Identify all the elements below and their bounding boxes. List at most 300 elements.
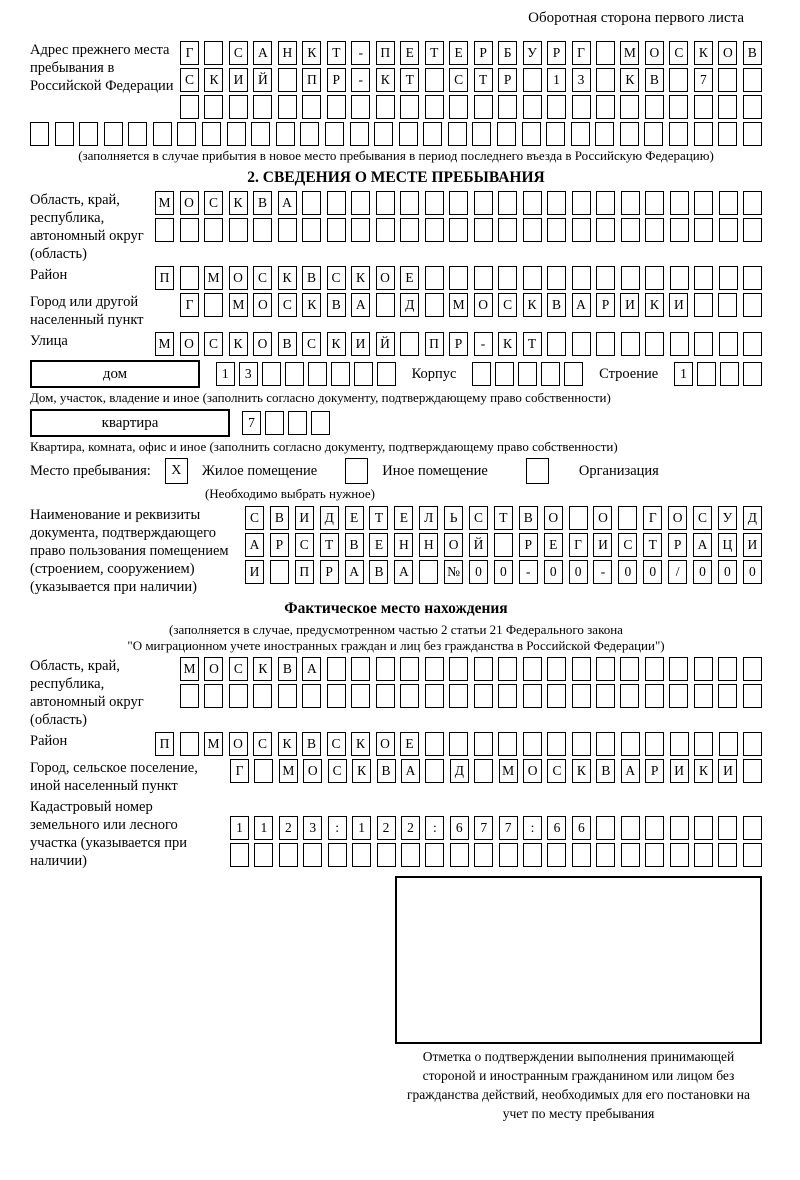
char-box[interactable]: Й [376,332,395,356]
char-box[interactable]: Б [498,41,517,65]
char-box[interactable] [474,218,493,242]
char-box[interactable]: И [295,506,314,530]
char-box[interactable]: А [345,560,364,584]
char-box[interactable]: О [593,506,612,530]
char-box[interactable]: Р [668,533,687,557]
char-box[interactable] [547,657,566,681]
char-box[interactable]: С [469,506,488,530]
char-box[interactable] [743,191,762,215]
char-box[interactable] [449,191,468,215]
char-box[interactable] [743,843,762,867]
char-box[interactable] [694,843,713,867]
char-box[interactable] [278,68,297,92]
char-box[interactable] [276,122,295,146]
char-box[interactable]: С [229,41,248,65]
char-box[interactable]: С [693,506,712,530]
char-box[interactable] [279,843,298,867]
char-box[interactable] [645,657,664,681]
char-box[interactable] [620,95,639,119]
char-box[interactable] [523,218,542,242]
char-box[interactable] [253,684,272,708]
char-box[interactable]: Р [327,68,346,92]
char-box[interactable] [351,657,370,681]
char-box[interactable]: М [499,759,518,783]
char-box[interactable] [474,191,493,215]
char-box[interactable] [547,266,566,290]
char-box[interactable]: К [302,41,321,65]
char-box[interactable] [645,732,664,756]
stay-option-checkbox-org[interactable] [526,458,549,484]
char-box[interactable]: М [620,41,639,65]
char-box[interactable] [669,684,688,708]
char-box[interactable] [494,533,513,557]
char-box[interactable]: С [327,732,346,756]
char-box[interactable] [285,362,304,386]
char-box[interactable]: У [718,506,737,530]
char-box[interactable]: О [229,266,248,290]
char-box[interactable]: : [328,816,347,840]
char-box[interactable] [419,560,438,584]
char-box[interactable] [621,266,640,290]
char-box[interactable]: М [155,332,174,356]
char-box[interactable] [718,122,737,146]
char-box[interactable] [425,266,444,290]
char-box[interactable] [743,293,762,317]
char-box[interactable] [288,411,307,435]
char-box[interactable] [694,293,713,317]
char-box[interactable]: К [620,68,639,92]
char-box[interactable] [694,122,713,146]
char-box[interactable] [351,218,370,242]
char-box[interactable]: К [253,657,272,681]
char-box[interactable] [596,68,615,92]
char-box[interactable]: 2 [401,816,420,840]
char-box[interactable] [694,266,713,290]
char-box[interactable] [719,332,738,356]
char-box[interactable]: 1 [547,68,566,92]
char-box[interactable] [180,732,199,756]
char-box[interactable] [229,684,248,708]
char-box[interactable] [351,95,370,119]
char-box[interactable] [697,362,716,386]
char-box[interactable]: И [670,759,689,783]
char-box[interactable]: - [519,560,538,584]
char-box[interactable] [564,362,583,386]
apartment-type-box[interactable]: квартира [30,409,230,437]
char-box[interactable] [645,332,664,356]
char-box[interactable]: 7 [694,68,713,92]
char-box[interactable] [498,266,517,290]
char-box[interactable]: П [155,732,174,756]
char-box[interactable] [474,657,493,681]
char-box[interactable]: Д [400,293,419,317]
char-box[interactable] [620,122,639,146]
char-box[interactable]: О [544,506,563,530]
char-box[interactable] [400,191,419,215]
char-box[interactable] [595,122,614,146]
char-box[interactable] [645,95,664,119]
char-box[interactable]: А [302,657,321,681]
char-box[interactable] [449,218,468,242]
char-box[interactable] [669,68,688,92]
char-box[interactable] [498,732,517,756]
char-box[interactable] [621,843,640,867]
char-box[interactable] [718,293,737,317]
char-box[interactable]: Т [327,41,346,65]
char-box[interactable]: 6 [547,816,566,840]
char-box[interactable] [572,191,591,215]
house-type-box[interactable]: дом [30,360,200,388]
char-box[interactable] [743,122,762,146]
char-box[interactable] [254,759,273,783]
char-box[interactable]: Р [449,332,468,356]
char-box[interactable] [645,266,664,290]
char-box[interactable] [425,759,444,783]
char-box[interactable]: В [547,293,566,317]
char-box[interactable]: 7 [499,816,518,840]
char-box[interactable] [300,122,319,146]
char-box[interactable] [719,218,738,242]
char-box[interactable] [155,218,174,242]
char-box[interactable] [596,191,615,215]
char-box[interactable]: 1 [254,816,273,840]
char-box[interactable] [474,95,493,119]
char-box[interactable] [352,843,371,867]
char-box[interactable]: С [253,732,272,756]
char-box[interactable]: Р [498,68,517,92]
char-box[interactable]: Г [180,293,199,317]
char-box[interactable]: : [523,816,542,840]
char-box[interactable] [621,732,640,756]
char-box[interactable]: С [229,657,248,681]
char-box[interactable] [325,122,344,146]
char-box[interactable] [572,218,591,242]
stay-option-checkbox-inoe[interactable] [345,458,368,484]
char-box[interactable]: О [229,732,248,756]
char-box[interactable] [302,684,321,708]
char-box[interactable] [449,266,468,290]
char-box[interactable] [498,191,517,215]
char-box[interactable] [376,293,395,317]
char-box[interactable]: Р [270,533,289,557]
char-box[interactable]: Н [419,533,438,557]
char-box[interactable] [719,732,738,756]
char-box[interactable]: 0 [494,560,513,584]
char-box[interactable] [400,95,419,119]
char-box[interactable]: С [618,533,637,557]
char-box[interactable]: Т [425,41,444,65]
char-box[interactable] [596,95,615,119]
char-box[interactable] [351,191,370,215]
char-box[interactable]: К [351,266,370,290]
char-box[interactable]: Й [253,68,272,92]
char-box[interactable]: М [204,732,223,756]
char-box[interactable]: К [376,68,395,92]
char-box[interactable]: 0 [743,560,762,584]
char-box[interactable] [498,218,517,242]
char-box[interactable]: А [693,533,712,557]
char-box[interactable] [448,122,467,146]
char-box[interactable] [596,41,615,65]
char-box[interactable] [621,191,640,215]
char-box[interactable]: О [180,191,199,215]
char-box[interactable]: С [245,506,264,530]
char-box[interactable]: К [278,732,297,756]
char-box[interactable]: И [229,68,248,92]
char-box[interactable] [547,684,566,708]
char-box[interactable] [718,684,737,708]
char-box[interactable] [596,684,615,708]
char-box[interactable]: Е [449,41,468,65]
char-box[interactable] [227,122,246,146]
char-box[interactable]: К [523,293,542,317]
char-box[interactable] [718,68,737,92]
char-box[interactable]: 2 [279,816,298,840]
char-box[interactable]: С [253,266,272,290]
char-box[interactable] [719,191,738,215]
char-box[interactable] [718,657,737,681]
char-box[interactable] [670,266,689,290]
char-box[interactable]: Г [180,41,199,65]
char-box[interactable]: И [669,293,688,317]
char-box[interactable]: Е [400,41,419,65]
char-box[interactable]: Г [643,506,662,530]
char-box[interactable]: 1 [230,816,249,840]
char-box[interactable]: Е [400,266,419,290]
char-box[interactable] [572,684,591,708]
char-box[interactable] [669,95,688,119]
char-box[interactable]: С [180,68,199,92]
char-box[interactable] [670,843,689,867]
char-box[interactable] [498,657,517,681]
char-box[interactable] [571,122,590,146]
char-box[interactable]: Й [469,533,488,557]
char-box[interactable] [254,843,273,867]
char-box[interactable] [401,843,420,867]
char-box[interactable] [55,122,74,146]
char-box[interactable]: 3 [303,816,322,840]
char-box[interactable] [204,218,223,242]
char-box[interactable] [204,293,223,317]
char-box[interactable] [718,95,737,119]
char-box[interactable]: 7 [474,816,493,840]
char-box[interactable] [694,684,713,708]
char-box[interactable] [694,732,713,756]
char-box[interactable]: С [547,759,566,783]
char-box[interactable] [302,218,321,242]
stay-option-checkbox-zhiloe[interactable]: X [165,458,188,484]
char-box[interactable] [449,732,468,756]
char-box[interactable] [670,218,689,242]
char-box[interactable] [204,41,223,65]
char-box[interactable] [374,122,393,146]
char-box[interactable] [572,657,591,681]
char-box[interactable]: С [204,191,223,215]
char-box[interactable] [670,816,689,840]
char-box[interactable] [694,816,713,840]
char-box[interactable] [518,362,537,386]
char-box[interactable]: О [253,332,272,356]
char-box[interactable]: В [596,759,615,783]
char-box[interactable] [547,843,566,867]
char-box[interactable]: Т [474,68,493,92]
char-box[interactable] [743,732,762,756]
char-box[interactable] [743,68,762,92]
char-box[interactable] [425,732,444,756]
char-box[interactable] [104,122,123,146]
char-box[interactable]: К [204,68,223,92]
char-box[interactable] [399,122,418,146]
char-box[interactable]: С [204,332,223,356]
char-box[interactable] [523,68,542,92]
char-box[interactable] [645,843,664,867]
char-box[interactable] [523,266,542,290]
char-box[interactable]: - [351,68,370,92]
char-box[interactable]: К [352,759,371,783]
char-box[interactable] [204,95,223,119]
char-box[interactable]: 2 [377,816,396,840]
char-box[interactable]: В [743,41,762,65]
char-box[interactable]: А [572,293,591,317]
char-box[interactable]: Е [369,533,388,557]
char-box[interactable] [425,293,444,317]
char-box[interactable] [743,218,762,242]
char-box[interactable] [425,95,444,119]
char-box[interactable] [327,218,346,242]
char-box[interactable]: 0 [718,560,737,584]
char-box[interactable]: И [351,332,370,356]
char-box[interactable] [278,218,297,242]
char-box[interactable] [546,122,565,146]
char-box[interactable] [547,218,566,242]
char-box[interactable] [669,657,688,681]
char-box[interactable] [596,843,615,867]
char-box[interactable]: В [377,759,396,783]
char-box[interactable]: О [376,732,395,756]
char-box[interactable] [596,332,615,356]
char-box[interactable]: 0 [469,560,488,584]
char-box[interactable]: И [245,560,264,584]
char-box[interactable]: Т [320,533,339,557]
char-box[interactable]: Т [400,68,419,92]
char-box[interactable] [265,411,284,435]
char-box[interactable]: Е [400,732,419,756]
char-box[interactable]: К [302,293,321,317]
char-box[interactable] [743,657,762,681]
char-box[interactable]: А [401,759,420,783]
char-box[interactable]: П [155,266,174,290]
char-box[interactable] [449,657,468,681]
char-box[interactable] [743,816,762,840]
char-box[interactable] [547,732,566,756]
char-box[interactable]: 0 [618,560,637,584]
char-box[interactable] [523,657,542,681]
char-box[interactable] [495,362,514,386]
char-box[interactable]: В [302,732,321,756]
char-box[interactable]: М [229,293,248,317]
char-box[interactable]: А [351,293,370,317]
char-box[interactable] [180,684,199,708]
char-box[interactable] [303,843,322,867]
char-box[interactable]: Н [394,533,413,557]
char-box[interactable]: Т [523,332,542,356]
char-box[interactable]: О [474,293,493,317]
char-box[interactable] [376,218,395,242]
char-box[interactable] [423,122,442,146]
char-box[interactable] [278,95,297,119]
char-box[interactable] [670,332,689,356]
char-box[interactable] [79,122,98,146]
char-box[interactable]: У [523,41,542,65]
char-box[interactable]: В [278,332,297,356]
char-box[interactable]: С [669,41,688,65]
char-box[interactable]: О [204,657,223,681]
char-box[interactable]: О [645,41,664,65]
char-box[interactable]: К [572,759,591,783]
char-box[interactable] [523,95,542,119]
char-box[interactable] [670,732,689,756]
char-box[interactable] [596,218,615,242]
char-box[interactable]: К [351,732,370,756]
char-box[interactable] [425,843,444,867]
char-box[interactable]: С [278,293,297,317]
char-box[interactable]: Н [278,41,297,65]
char-box[interactable] [425,191,444,215]
char-box[interactable]: 0 [693,560,712,584]
char-box[interactable] [202,122,221,146]
char-box[interactable] [331,362,350,386]
char-box[interactable] [311,411,330,435]
char-box[interactable] [620,684,639,708]
char-box[interactable] [572,732,591,756]
char-box[interactable]: Ь [444,506,463,530]
char-box[interactable] [743,95,762,119]
char-box[interactable] [474,266,493,290]
char-box[interactable] [354,362,373,386]
char-box[interactable]: : [425,816,444,840]
char-box[interactable]: В [327,293,346,317]
char-box[interactable]: В [369,560,388,584]
char-box[interactable]: С [449,68,468,92]
char-box[interactable]: 1 [216,362,235,386]
char-box[interactable]: С [498,293,517,317]
char-box[interactable] [596,816,615,840]
char-box[interactable] [400,684,419,708]
char-box[interactable]: И [743,533,762,557]
char-box[interactable] [400,332,419,356]
char-box[interactable] [376,684,395,708]
char-box[interactable] [644,122,663,146]
char-box[interactable] [498,684,517,708]
char-box[interactable] [522,122,541,146]
char-box[interactable] [621,218,640,242]
char-box[interactable]: К [694,759,713,783]
char-box[interactable] [743,332,762,356]
char-box[interactable]: 0 [643,560,662,584]
char-box[interactable] [572,266,591,290]
char-box[interactable]: - [474,332,493,356]
char-box[interactable] [376,191,395,215]
char-box[interactable]: Г [572,41,591,65]
char-box[interactable] [376,657,395,681]
char-box[interactable]: К [694,41,713,65]
char-box[interactable] [547,332,566,356]
char-box[interactable]: К [645,293,664,317]
char-box[interactable]: Д [320,506,339,530]
char-box[interactable] [262,362,281,386]
char-box[interactable] [645,191,664,215]
char-box[interactable]: 0 [544,560,563,584]
